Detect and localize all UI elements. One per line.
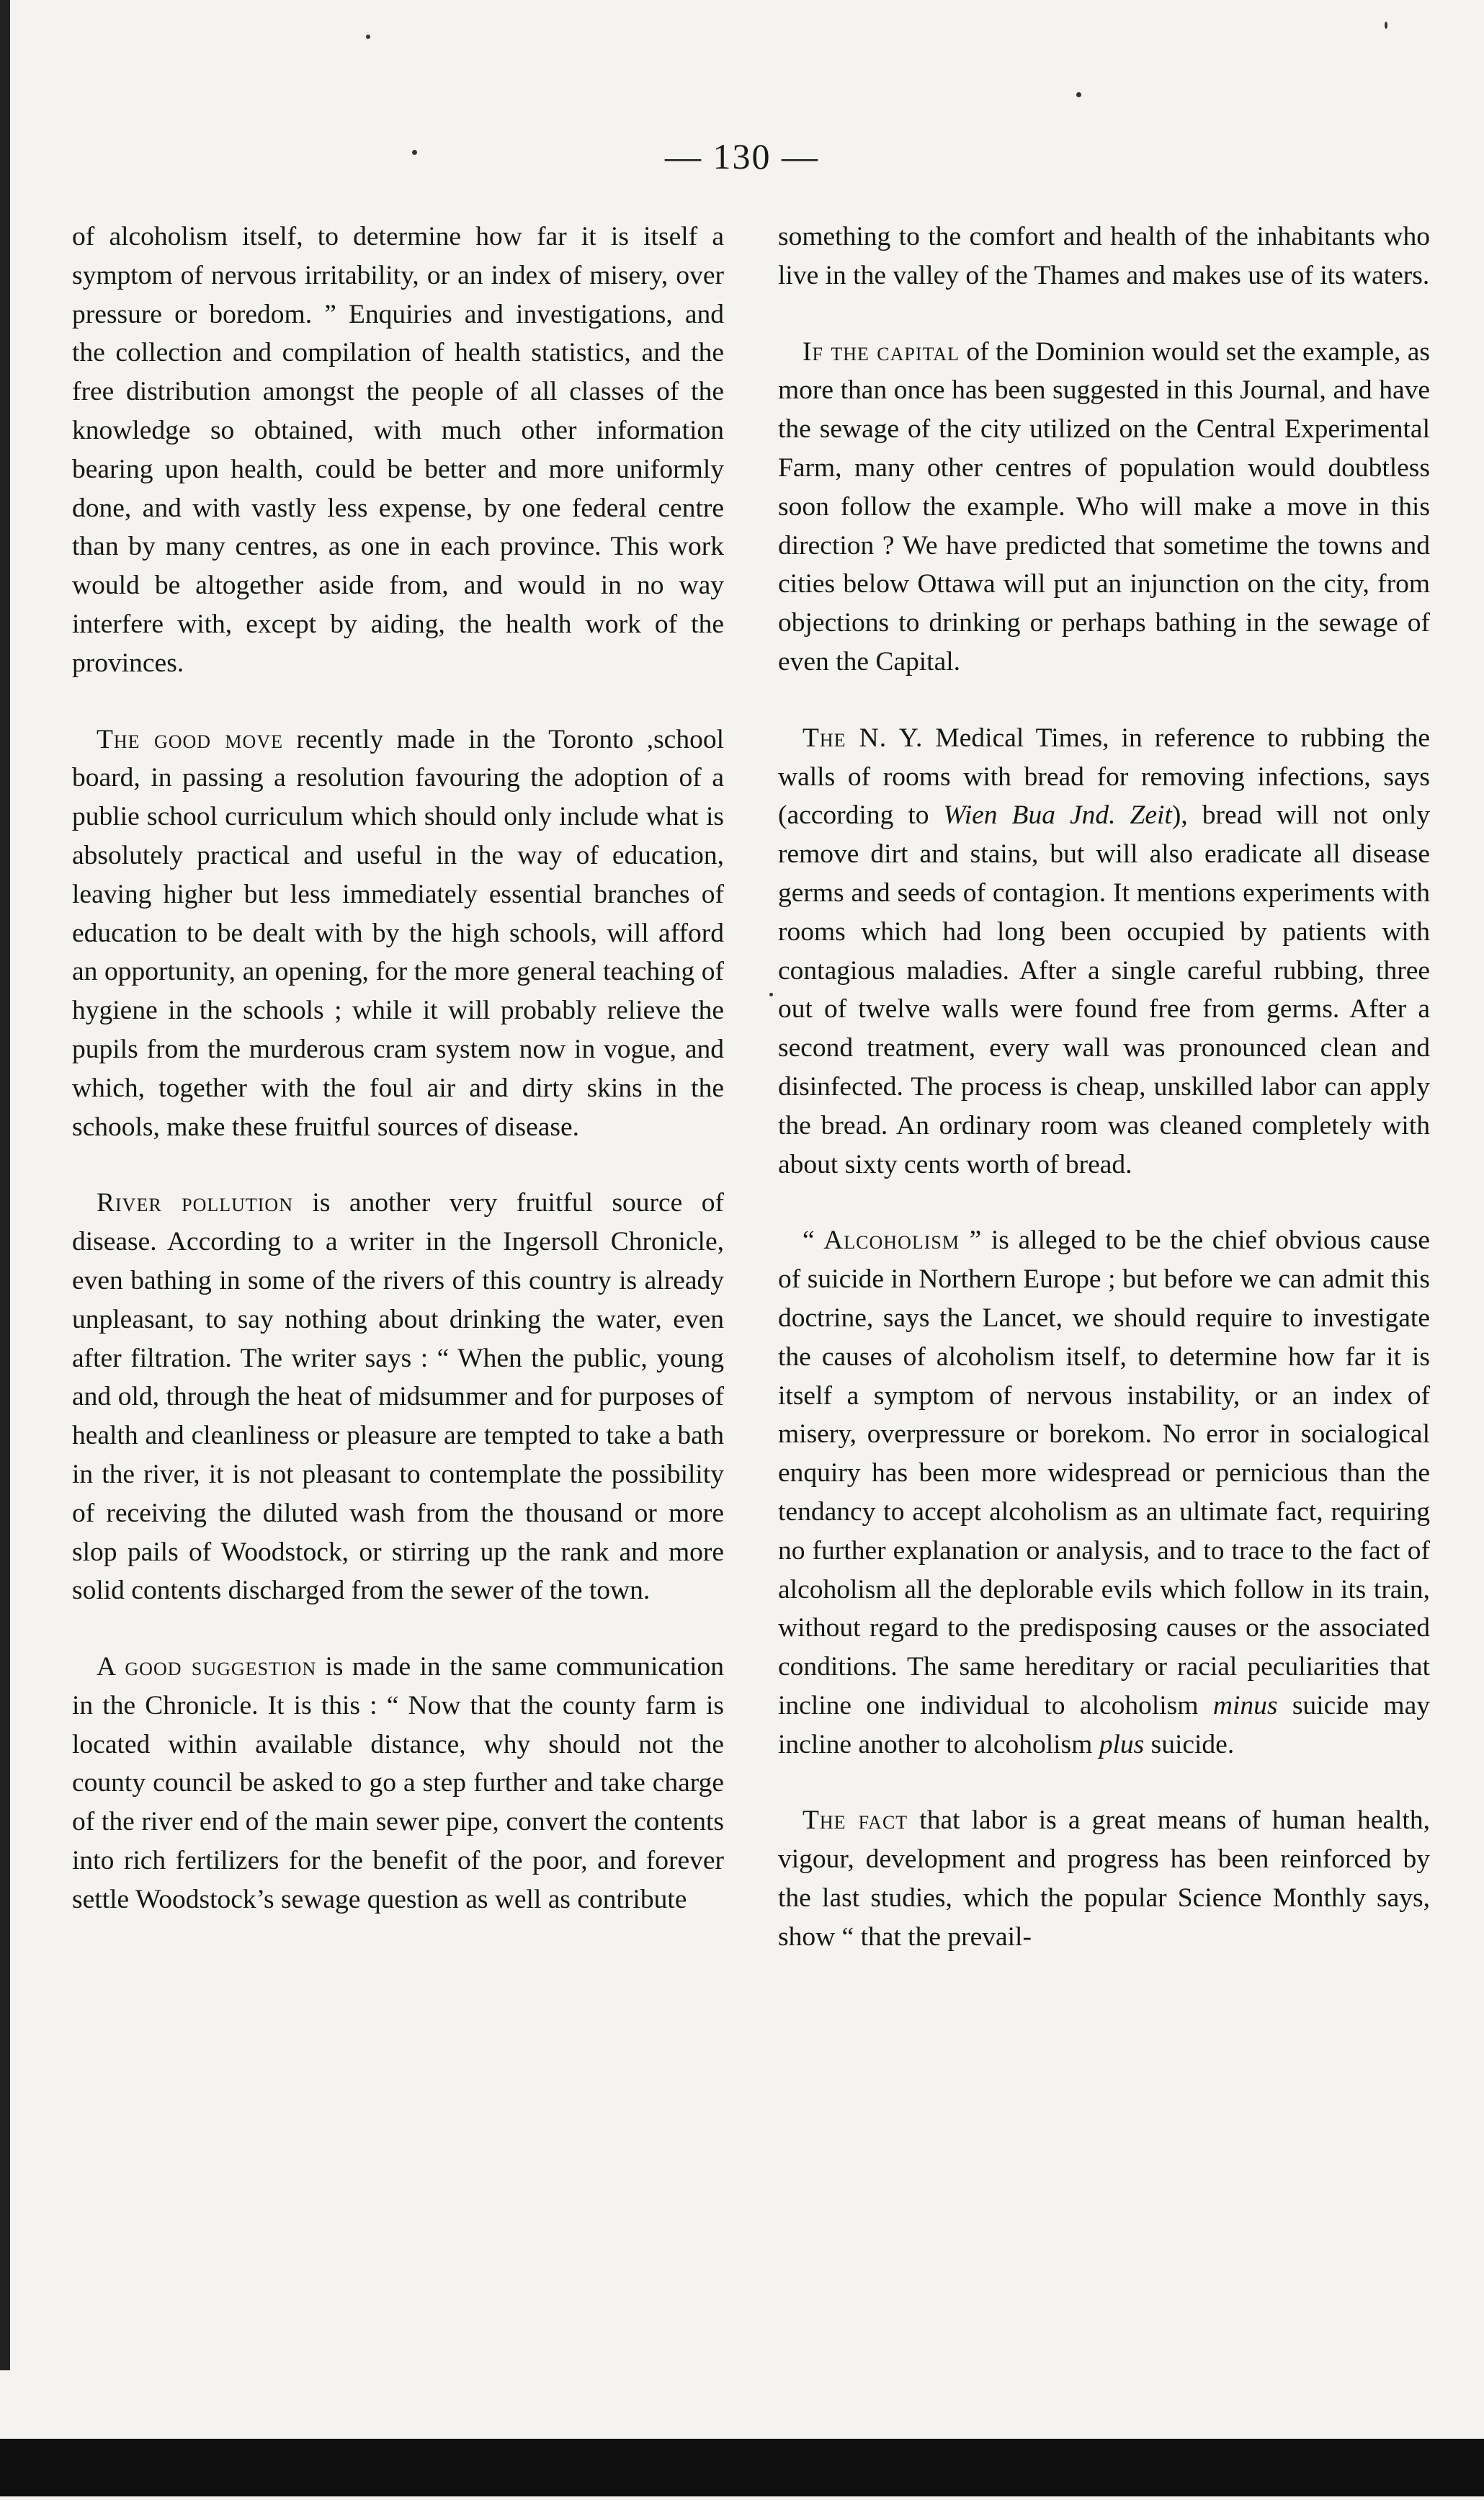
paragraph-alcoholism: “ Alcoholism ” is alleged to be the chief obvious cause of suicide in Northern Europe ; but before we can admit this doctrine, says the Lancet, we should require to investigate the causes of alcoholism itself, to determine how far it is itself a symptom of nervous instability, or an index of misery, overpressure or borekom. No error in socialogical enquiry has been more widespread or pernicious than the tendancy to accept alcoholism as an ultimate fact, requiring no further explanation or analysis, and to trace to the fact of alcoholism all the deplorable evils which follow in its train, without regard to the predisposing causes or the associated conditions. The same hereditary or racial peculiarities that incline one individual to alcoholism minus suicide may incline another to alcoholism plus suicide. <box>778 1226 1430 1759</box>
print-speck <box>366 35 370 39</box>
paragraph-lead: “ Alcoholism ” <box>803 1226 983 1256</box>
paragraph-good-move: The good move recently made in the Toronto ,school board, in passing a resolution favouring the adoption of a publie school curriculum which should only include what is absolutely practical and useful in the way of education, leaving higher but less immediately essential branches of education to be dealt with by the high schools, will afford an opportunity, an opening, for the more general teaching of hygiene in the schools ; while it will probably relieve the pupils from the murderous cram system now in vogue, and which, together with the foul air and dirty skins in the schools, make these fruitful sources of disease. <box>72 724 724 1142</box>
emphasis-minus: minus <box>1212 1690 1278 1720</box>
paragraph-lead: The good move <box>97 724 283 754</box>
paragraph-lead: A good suggestion <box>97 1652 317 1682</box>
paragraph-river-pollution: River pollution is another very fruitful source of disease. According to a writer in the Ingersoll Chronicle, even bathing in some of the rivers of this country is already unpleasant, to say nothing about drinking the water, even after filtration. The writer says : “ When the public, young and old, through the heat of midsummer and for purposes of health and cleanliness or pleasure are tempted to take a bath in the river, it is not pleasant to contemplate the possibility of receiving the diluted wash from the thousand or more slop pails of Woodstock, or stirring up the rank and more solid contents discharged from the sewer of the town. <box>72 1188 724 1606</box>
page-number: — 130 — <box>665 136 819 177</box>
paragraph-suggestion-continued: something to the comfort and health of the inhabitants who live in the valley of the Thames and makes use of its waters. <box>778 222 1430 290</box>
bottom-scan-bar <box>0 2439 1484 2496</box>
paragraph-lead: River pollution <box>97 1188 293 1218</box>
emphasis-plus: plus <box>1099 1729 1145 1759</box>
paragraph-alcoholism-continued: of alcoholism itself, to determine how far it is itself a symptom of nervous irritability, or an index of misery, over pressure or boredom. ” Enquiries and investigations, and the collection and compilation of health statistics, and the free distribution amongst the people of all classes of the knowledge so obtained, with much other information bearing upon health, could be better and more uniformly done, and with vastly less expense, by one federal centre than by many centres, as one in each province. This work would be altogether aside from, and would in no way interfere with, except by aiding, the health work of the provinces. <box>72 222 724 678</box>
print-speck <box>1076 92 1081 97</box>
print-speck <box>412 150 417 155</box>
paragraph-lead: If the capital <box>803 336 960 367</box>
print-speck <box>769 993 773 996</box>
citation-title: Wien Bua Jnd. Zeit <box>943 800 1172 831</box>
paragraph-lead: The N. Y. <box>803 723 924 753</box>
left-column <box>72 218 724 1957</box>
print-speck <box>1385 22 1387 29</box>
right-column <box>778 218 1430 1994</box>
paragraph-medical-times: The N. Y. Medical Times, in reference to rubbing the walls of rooms with bread for removing infections, says (according to Wien Bua Jnd. Zeit), bread will not only remove dirt and stains, but will also eradicate all disease germs and seeds of contagion. It mentions experiments with rooms which had long been occupied by patients with contagious maladies. After a single careful rubbing, three out of twelve walls were found free from germs. After a second treatment, every wall was pronounced clean and disinfected. The process is cheap, unskilled labor can apply the bread. An ordinary room was cleaned completely with about sixty cents worth of bread. <box>778 723 1430 1179</box>
paragraph-capital: If the capital of the Dominion would set the example, as more than once has been suggested in this Journal, and have the sewage of the city utilized on the Central Experimental Farm, many other centres of population would doubtless soon follow the example. Who will make a move in this direction ? We have predicted that sometime the towns and cities below Ottawa will put an injunction on the city, from objections to drinking or perhaps bathing in the sewage of even the Capital. <box>778 336 1430 677</box>
paragraph-lead: The fact <box>803 1805 908 1836</box>
paragraph-labor: The fact that labor is a great means of human health, vigour, development and progress has been reinforced by the last studies, which the popular Science Monthly says, show “ that the prevail- <box>778 1805 1430 1952</box>
binding-edge <box>0 0 10 2370</box>
paragraph-good-suggestion: A good suggestion is made in the same communication in the Chronicle. It is this : “ Now that the county farm is located within available distance, why should not the county council be asked to go a step further and take charge of the river end of the main sewer pipe, convert the contents into rich fertilizers for the benefit of the poor, and forever settle Woodstock’s sewage question as well as contribute <box>72 1652 724 1914</box>
